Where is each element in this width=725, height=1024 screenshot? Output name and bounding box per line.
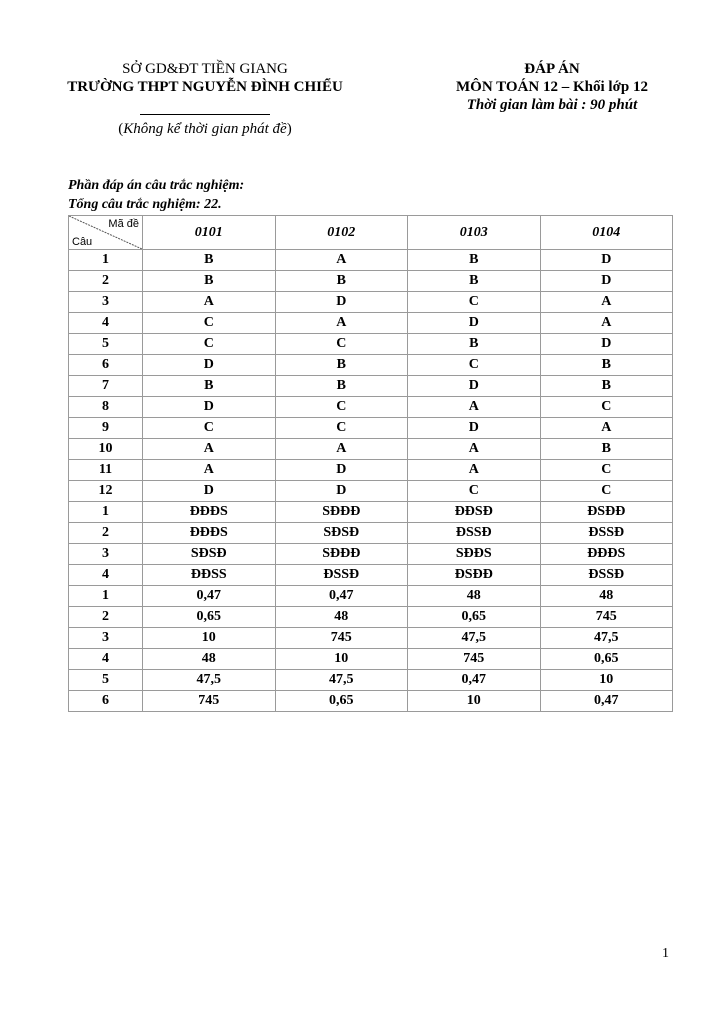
- answer-cell: B: [408, 334, 541, 355]
- section-heading: [68, 176, 244, 214]
- answer-cell: C: [275, 334, 408, 355]
- answer-cell: 745: [275, 628, 408, 649]
- table-row: [69, 544, 673, 565]
- page-number: 1: [662, 946, 669, 961]
- answer-cell: 48: [408, 586, 541, 607]
- table-row: [69, 334, 673, 355]
- table-row: [69, 649, 673, 670]
- table-row: [69, 481, 673, 502]
- answer-cell: ĐĐSS: [143, 565, 276, 586]
- table-row: [69, 691, 673, 712]
- column-header: 0104: [540, 216, 673, 250]
- answer-cell: D: [408, 418, 541, 439]
- question-number-cell: 1: [69, 250, 143, 271]
- table-row: [69, 313, 673, 334]
- question-number-cell: 11: [69, 460, 143, 481]
- answer-cell: D: [275, 292, 408, 313]
- answer-cell: A: [408, 460, 541, 481]
- question-number-cell: 6: [69, 691, 143, 712]
- answer-cell: ĐĐĐS: [143, 523, 276, 544]
- exam-header: [432, 60, 672, 114]
- answer-cell: A: [143, 439, 276, 460]
- question-number-cell: 10: [69, 439, 143, 460]
- answer-cell: D: [540, 271, 673, 292]
- question-number-cell: 4: [69, 649, 143, 670]
- answer-cell: C: [143, 313, 276, 334]
- exam-code-label: Mã đề: [108, 218, 139, 230]
- answer-cell: 10: [408, 691, 541, 712]
- answer-cell: 0,47: [275, 586, 408, 607]
- answer-cell: 48: [275, 607, 408, 628]
- answer-cell: B: [275, 355, 408, 376]
- question-number-cell: 3: [69, 292, 143, 313]
- answer-cell: C: [143, 418, 276, 439]
- table-row: [69, 250, 673, 271]
- answer-cell: C: [408, 481, 541, 502]
- answer-cell: C: [408, 292, 541, 313]
- school-name: TRƯỜNG THPT NGUYỄN ĐÌNH CHIỂU: [67, 79, 343, 95]
- answer-cell: B: [540, 376, 673, 397]
- answer-cell: ĐSSĐ: [408, 523, 541, 544]
- answer-cell: C: [540, 397, 673, 418]
- header-divider: [140, 114, 270, 115]
- answer-cell: A: [540, 418, 673, 439]
- answer-cell: B: [408, 271, 541, 292]
- answer-cell: B: [540, 439, 673, 460]
- answer-cell: D: [143, 355, 276, 376]
- answer-cell: 0,65: [275, 691, 408, 712]
- table-row: [69, 355, 673, 376]
- table-row: [69, 607, 673, 628]
- answer-cell: A: [408, 397, 541, 418]
- question-number-cell: 9: [69, 418, 143, 439]
- table-row: [69, 397, 673, 418]
- answer-cell: 0,47: [143, 586, 276, 607]
- answer-cell: ĐĐSĐ: [408, 502, 541, 523]
- question-number-cell: 4: [69, 565, 143, 586]
- answer-cell: C: [540, 481, 673, 502]
- answer-cell: A: [540, 292, 673, 313]
- time-note: (Không kể thời gian phát đề): [118, 121, 292, 137]
- section-title: Phần đáp án câu trắc nghiệm:: [68, 178, 245, 193]
- answer-cell: A: [408, 439, 541, 460]
- answer-cell: A: [275, 250, 408, 271]
- answer-cell: 10: [143, 628, 276, 649]
- column-header: 0102: [275, 216, 408, 250]
- question-number-cell: 12: [69, 481, 143, 502]
- answer-cell: C: [143, 334, 276, 355]
- question-number-cell: 2: [69, 271, 143, 292]
- answer-cell: ĐSĐĐ: [408, 565, 541, 586]
- table-row: [69, 523, 673, 544]
- answer-cell: SĐĐS: [408, 544, 541, 565]
- question-number-cell: 3: [69, 544, 143, 565]
- answer-cell: 0,47: [540, 691, 673, 712]
- answer-cell: D: [275, 481, 408, 502]
- department-name: SỞ GD&ĐT TIỀN GIANG: [122, 61, 288, 77]
- answer-cell: ĐSSĐ: [540, 523, 673, 544]
- table-row: [69, 439, 673, 460]
- table-row: [69, 292, 673, 313]
- answer-cell: C: [275, 418, 408, 439]
- answer-cell: B: [143, 376, 276, 397]
- answer-cell: 745: [143, 691, 276, 712]
- answer-cell: 745: [540, 607, 673, 628]
- school-header: [40, 60, 370, 138]
- table-header-row: [69, 216, 673, 250]
- answer-cell: ĐSSĐ: [275, 565, 408, 586]
- table-row: [69, 628, 673, 649]
- answer-table: [68, 215, 673, 712]
- answer-cell: B: [143, 271, 276, 292]
- table-row: [69, 586, 673, 607]
- question-number-cell: 3: [69, 628, 143, 649]
- question-number-cell: 5: [69, 670, 143, 691]
- question-number-cell: 1: [69, 502, 143, 523]
- answer-cell: B: [275, 271, 408, 292]
- answer-cell: SĐSĐ: [275, 523, 408, 544]
- table-row: [69, 460, 673, 481]
- table-row: [69, 271, 673, 292]
- answer-rows: [69, 250, 673, 712]
- question-number-cell: 2: [69, 607, 143, 628]
- answer-cell: A: [275, 313, 408, 334]
- question-number-cell: 7: [69, 376, 143, 397]
- answer-cell: 48: [143, 649, 276, 670]
- question-number-cell: 4: [69, 313, 143, 334]
- question-number-cell: 2: [69, 523, 143, 544]
- answer-cell: 10: [275, 649, 408, 670]
- answer-cell: D: [143, 397, 276, 418]
- answer-cell: D: [408, 313, 541, 334]
- answer-cell: 745: [408, 649, 541, 670]
- question-label: Câu: [72, 236, 93, 248]
- question-number-cell: 1: [69, 586, 143, 607]
- answer-cell: 0,65: [540, 649, 673, 670]
- answer-cell: A: [143, 460, 276, 481]
- answer-cell: D: [408, 376, 541, 397]
- answer-cell: D: [540, 250, 673, 271]
- table-row: [69, 670, 673, 691]
- column-header: 0101: [143, 216, 276, 250]
- answer-cell: A: [540, 313, 673, 334]
- answer-cell: SĐSĐ: [143, 544, 276, 565]
- answer-cell: D: [143, 481, 276, 502]
- question-number-cell: 5: [69, 334, 143, 355]
- answer-cell: D: [275, 460, 408, 481]
- time-note-text: Không kể thời gian phát đề: [123, 121, 287, 137]
- answer-cell: B: [143, 250, 276, 271]
- answer-cell: C: [540, 460, 673, 481]
- table-row: [69, 502, 673, 523]
- answer-cell: SĐĐĐ: [275, 502, 408, 523]
- question-number-cell: 8: [69, 397, 143, 418]
- answer-cell: B: [275, 376, 408, 397]
- table-row: [69, 376, 673, 397]
- answer-cell: C: [408, 355, 541, 376]
- answer-cell: 0,47: [408, 670, 541, 691]
- answer-cell: 47,5: [408, 628, 541, 649]
- column-header: 0103: [408, 216, 541, 250]
- answer-cell: 0,65: [408, 607, 541, 628]
- answer-key-title: ĐÁP ÁN: [524, 61, 580, 77]
- answer-cell: 0,65: [143, 607, 276, 628]
- question-number-cell: 6: [69, 355, 143, 376]
- answer-cell: A: [275, 439, 408, 460]
- answer-cell: SĐĐĐ: [275, 544, 408, 565]
- answer-cell: B: [408, 250, 541, 271]
- answer-cell: ĐSSĐ: [540, 565, 673, 586]
- question-total: Tổng câu trắc nghiệm: 22.: [68, 197, 222, 212]
- answer-cell: B: [540, 355, 673, 376]
- answer-cell: D: [540, 334, 673, 355]
- answer-cell: 47,5: [143, 670, 276, 691]
- answer-cell: ĐĐĐS: [143, 502, 276, 523]
- answer-cell: A: [143, 292, 276, 313]
- answer-cell: C: [275, 397, 408, 418]
- answer-cell: ĐĐĐS: [540, 544, 673, 565]
- answer-cell: 47,5: [540, 628, 673, 649]
- answer-cell: 47,5: [275, 670, 408, 691]
- table-row: [69, 565, 673, 586]
- table-row: [69, 418, 673, 439]
- subject-line: MÔN TOÁN 12 – Khối lớp 12: [456, 79, 648, 95]
- corner-cell: [69, 216, 143, 250]
- answer-cell: 10: [540, 670, 673, 691]
- duration-line: Thời gian làm bài : 90 phút: [466, 97, 638, 113]
- answer-cell: 48: [540, 586, 673, 607]
- answer-cell: ĐSĐĐ: [540, 502, 673, 523]
